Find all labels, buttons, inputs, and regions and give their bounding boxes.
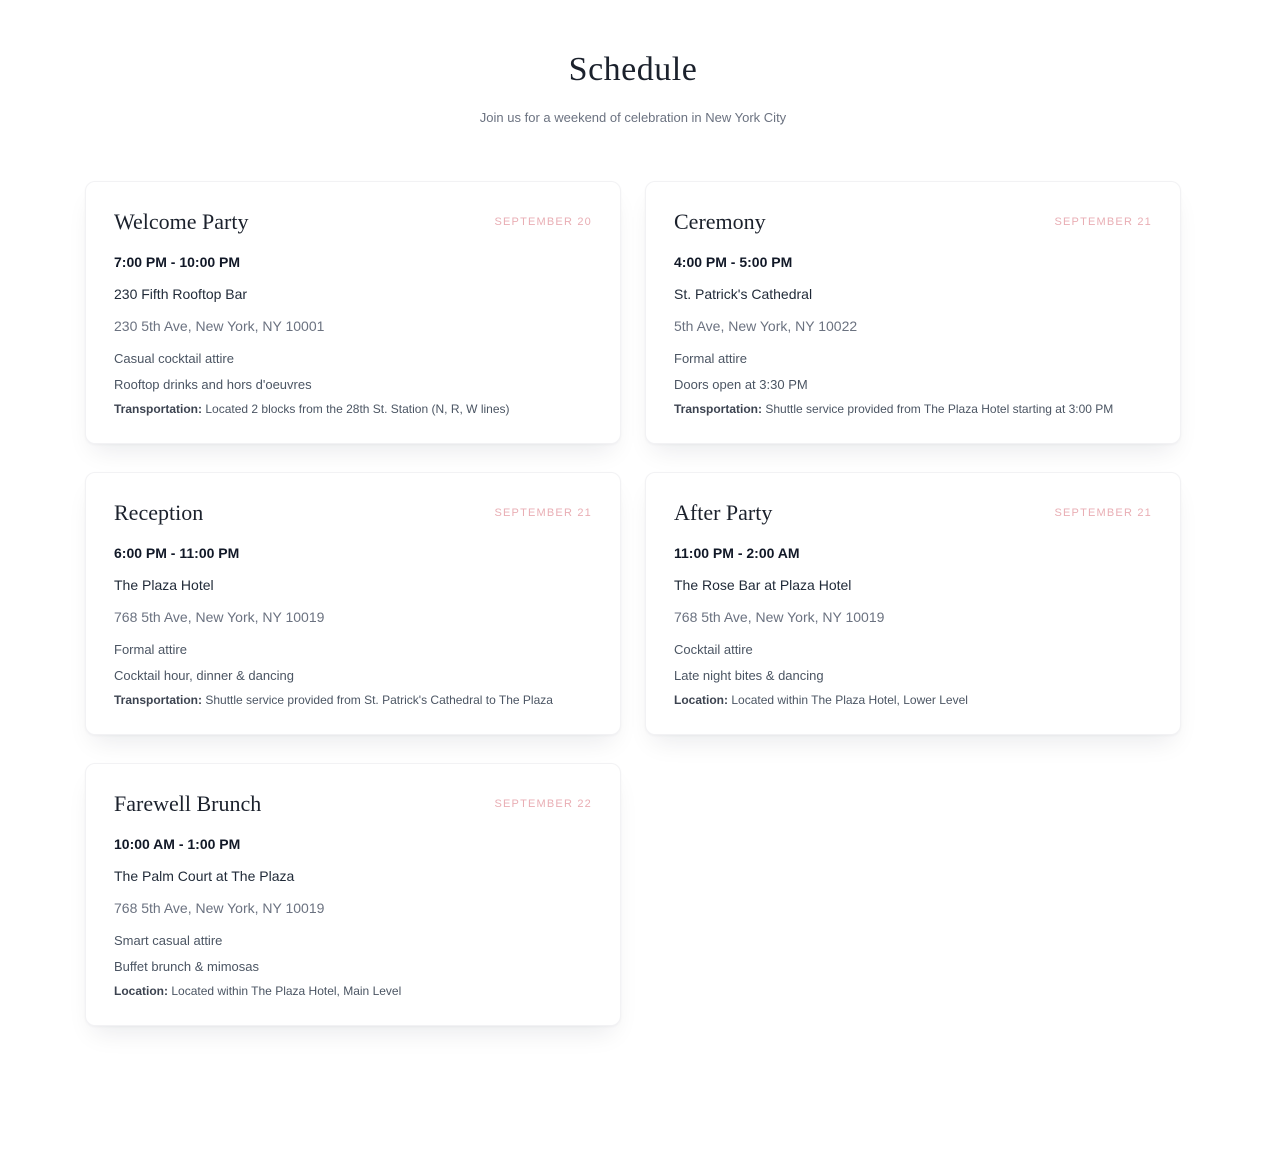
event-card [645,181,1181,444]
event-title: Farewell Brunch [114,790,262,816]
event-venue: The Plaza Hotel [114,576,214,593]
event-card [85,472,621,735]
event-card [85,181,621,444]
page-header [0,50,1266,127]
event-title: Welcome Party [114,208,249,234]
event-venue: St. Patrick's Cathedral [674,285,813,302]
event-address: 5th Ave, New York, NY 10022 [674,317,858,334]
event-card-header [114,790,592,818]
event-venue: The Palm Court at The Plaza [114,867,295,884]
event-address: 768 5th Ave, New York, NY 10019 [674,608,885,625]
schedule-cards-grid [85,181,1181,1086]
event-time: 11:00 PM - 2:00 AM [674,544,800,561]
event-note [114,401,592,417]
event-note-label: Transportation: [114,401,203,416]
event-card-header [674,208,1152,236]
event-title: After Party [674,499,773,525]
event-date-badge: SEPTEMBER 20 [494,215,592,228]
event-title: Reception [114,499,204,525]
event-attire: Formal attire [114,641,187,657]
event-note [674,401,1152,417]
event-time: 7:00 PM - 10:00 PM [114,253,241,270]
event-attire: Formal attire [674,350,747,366]
page-subtitle: Join us for a weekend of celebration in New York City [479,109,787,125]
event-card-header [114,208,592,236]
event-address: 768 5th Ave, New York, NY 10019 [114,899,325,916]
event-card [85,763,621,1026]
page-title: Schedule [568,51,698,88]
event-description: Rooftop drinks and hors d'oeuvres [114,376,312,392]
event-note-text: Located within The Plaza Hotel, Main Level [171,983,402,998]
event-note-text: Shuttle service provided from St. Patrick's Cathedral to The Plaza [205,692,553,707]
event-title: Ceremony [674,208,766,234]
event-note-text: Located within The Plaza Hotel, Lower Level [731,692,968,707]
event-date-badge: SEPTEMBER 22 [494,797,592,810]
event-venue: The Rose Bar at Plaza Hotel [674,576,852,593]
event-address: 768 5th Ave, New York, NY 10019 [114,608,325,625]
event-note [674,692,1152,708]
event-description: Cocktail hour, dinner & dancing [114,667,294,683]
event-description: Late night bites & dancing [674,667,824,683]
event-time: 10:00 AM - 1:00 PM [114,835,241,852]
event-address: 230 5th Ave, New York, NY 10001 [114,317,325,334]
event-note-label: Transportation: [114,692,203,707]
event-note-text: Shuttle service provided from The Plaza Hotel starting at 3:00 PM [765,401,1114,416]
event-time: 4:00 PM - 5:00 PM [674,253,793,270]
event-date-badge: SEPTEMBER 21 [494,506,592,519]
event-note-label: Location: [114,983,168,998]
event-card [645,472,1181,735]
event-note-label: Location: [674,692,728,707]
event-description: Doors open at 3:30 PM [674,376,808,392]
event-attire: Cocktail attire [674,641,753,657]
event-note [114,692,592,708]
event-note-text: Located 2 blocks from the 28th St. Station (N, R, W lines) [205,401,510,416]
event-attire: Casual cocktail attire [114,350,234,366]
event-card-header [674,499,1152,527]
event-attire: Smart casual attire [114,932,223,948]
event-note-label: Transportation: [674,401,763,416]
event-note [114,983,592,999]
event-card-header [114,499,592,527]
event-description: Buffet brunch & mimosas [114,958,259,974]
event-date-badge: SEPTEMBER 21 [1054,215,1152,228]
event-time: 6:00 PM - 11:00 PM [114,544,240,561]
event-date-badge: SEPTEMBER 21 [1054,506,1152,519]
event-venue: 230 Fifth Rooftop Bar [114,285,248,302]
